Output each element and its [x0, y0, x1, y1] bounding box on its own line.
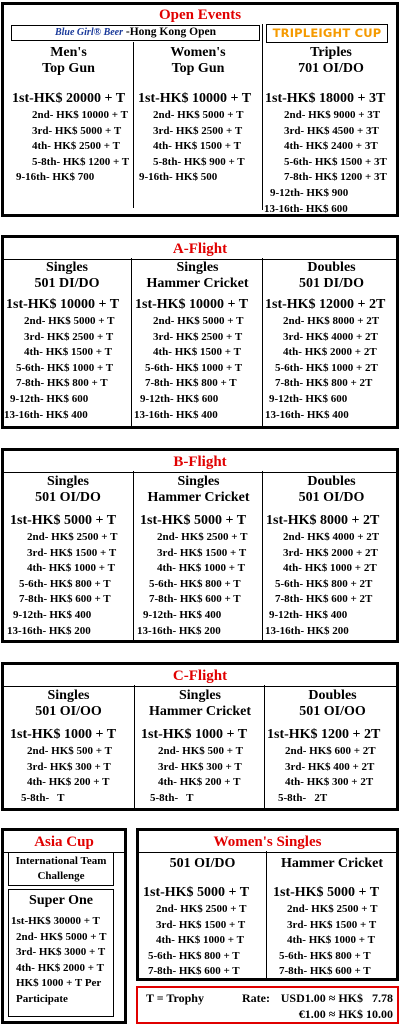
- prize-line: 9-12th- HK$ 600: [10, 392, 89, 405]
- asia-cup-title: Asia Cup: [34, 834, 94, 850]
- first-prize: 1st-HK$ 5000 + T: [143, 885, 250, 900]
- bgb-title: -Hong Kong Open: [123, 26, 216, 38]
- first-prize: 1st-HK$ 1200 + 2T: [267, 727, 381, 742]
- prize-line: 5-6th- HK$ 1500 + 3T: [284, 155, 387, 168]
- prize-line: 7-8th- HK$ 600 + T: [279, 965, 371, 978]
- prize-line: 2nd- HK$ 2500 + T: [157, 531, 248, 543]
- b-singles-cricket-column: [136, 474, 261, 639]
- prize-line: 5-8th- T: [150, 791, 194, 804]
- prize-line: 13-16th- HK$ 200: [7, 624, 91, 637]
- prize-line: 3rd- HK$ 5000 + T: [32, 124, 122, 137]
- tripleight-cup-logo: TRIPLEIGHT CUP: [266, 24, 388, 43]
- event-heading: Singles: [178, 688, 221, 703]
- prize-line: 13-16th- HK$ 400: [134, 408, 218, 421]
- prize-line: 2nd- HK$ 5000 + T: [153, 109, 244, 121]
- prize-line: 5-6th- HK$ 1000 + 2T: [275, 361, 378, 374]
- event-format: 501 OI/DO: [35, 490, 101, 505]
- prize-line: 7-8th- HK$ 600 + T: [149, 593, 241, 606]
- event-format: 501 DI/DO: [299, 276, 364, 291]
- prize-line: 9-16th- HK$ 700: [16, 171, 95, 184]
- prize-line: 5-6th- HK$ 800 + 2T: [275, 577, 373, 590]
- prize-line: 4th- HK$ 2400 + 3T: [284, 140, 378, 153]
- event-format: Hammer Cricket: [149, 704, 251, 719]
- first-prize: 1st-HK$ 10000 + T: [138, 91, 252, 106]
- womens-cricket-column: [268, 856, 396, 980]
- prize-line: 3rd- HK$ 1500 + T: [157, 546, 247, 559]
- top-gun-heading: Top Gun: [42, 61, 95, 76]
- prize-line: 2nd- HK$ 5000 + T: [24, 315, 115, 327]
- prize-line: 9-12th- HK$ 400: [13, 608, 92, 621]
- prize-line: 2nd- HK$ 500 + T: [158, 745, 243, 757]
- prize-line: 3rd- HK$ 1500 + T: [156, 918, 246, 931]
- divider: [262, 258, 263, 426]
- event-heading: Singles: [177, 474, 220, 489]
- womens-singles-title: Women's Singles: [213, 834, 322, 850]
- event-heading: Doubles: [308, 688, 357, 703]
- divider: [262, 24, 263, 210]
- usd-rate: USD1.00 ≈ HK$ 7.78: [280, 991, 393, 1005]
- prize-line: 9-12th- HK$ 600: [140, 392, 219, 405]
- prize-line: 5-6th- HK$ 800 + T: [149, 577, 241, 590]
- event-format: 501 OI/DO: [298, 490, 365, 505]
- rate-label: Rate:: [242, 991, 270, 1005]
- first-prize: 1st-HK$ 8000 + 2T: [266, 513, 380, 528]
- event-format: 501 DI/DO: [34, 276, 100, 291]
- prize-line: 2nd- HK$ 500 + T: [27, 745, 112, 757]
- prize-line: 13-16th- HK$ 600: [264, 202, 348, 215]
- c-doubles-column: [267, 688, 398, 806]
- prize-line: 4th- HK$ 1000 + 2T: [283, 562, 377, 575]
- first-prize: 1st-HK$ 5000 + T: [273, 885, 380, 900]
- prize-line: 3rd- HK$ 2500 + T: [24, 330, 114, 343]
- prize-line: 4th- HK$ 300 + 2T: [285, 776, 374, 789]
- prize-line: 2nd- HK$ 8000 + 2T: [283, 315, 380, 327]
- first-prize: 1st-HK$ 5000 + T: [140, 513, 247, 528]
- event-heading: Doubles: [307, 474, 356, 489]
- prize-line: 4th- HK$ 1500 + T: [24, 346, 112, 359]
- first-prize: 1st-HK$ 18000 + 3T: [265, 91, 386, 106]
- b-flight-title: B-Flight: [173, 454, 227, 470]
- prize-line: 3rd- HK$ 2000 + 2T: [283, 546, 378, 559]
- prize-line: 5-8th- HK$ 900 + T: [153, 155, 245, 168]
- prize-line: 13-16th- HK$ 400: [4, 408, 88, 421]
- prize-line: 4th- HK$ 1000 + T: [156, 934, 244, 947]
- prize-line: Participate: [16, 992, 68, 1005]
- prize-line: 4th- HK$ 1000 + T: [27, 562, 115, 575]
- top-gun-heading: Top Gun: [171, 61, 225, 76]
- prize-line: 2nd- HK$ 2500 + T: [156, 903, 247, 915]
- prize-line: 9-12th- HK$ 400: [143, 608, 222, 621]
- prize-line: 5-8th- T: [21, 791, 65, 804]
- prize-line: 4th- HK$ 2000 + 2T: [283, 346, 377, 359]
- prize-line: 13-16th- HK$ 200: [137, 624, 221, 637]
- prize-line: 2nd- HK$ 2500 + T: [287, 903, 378, 915]
- prize-line: 2nd- HK$ 10000 + T: [32, 109, 128, 121]
- divider: [262, 471, 263, 640]
- international-team-challenge-label: International Team Challenge: [8, 852, 114, 886]
- first-prize: 1st-HK$ 5000 + T: [10, 513, 117, 528]
- prize-line: 9-12th- HK$ 400: [269, 608, 348, 621]
- prize-line: 3rd- HK$ 2500 + T: [153, 124, 243, 137]
- prize-line: 5-8th- HK$ 1200 + T: [32, 155, 130, 168]
- prize-line: 4th- HK$ 1500 + T: [153, 140, 241, 153]
- divider: [131, 258, 132, 426]
- prize-line: 5-6th- HK$ 1000 + T: [16, 361, 114, 374]
- prize-line: 13-16th- HK$ 400: [265, 408, 349, 421]
- mens-top-gun-column: [6, 45, 131, 186]
- event-heading: Singles: [176, 260, 219, 275]
- prize-line: 9-16th- HK$ 500: [139, 171, 218, 184]
- event-heading: Singles: [47, 688, 90, 703]
- prize-line: 1st-HK$ 30000 + T: [11, 915, 100, 927]
- event-format: 501 OI/OO: [35, 704, 102, 719]
- prize-line: 7-8th- HK$ 600 + 2T: [275, 593, 373, 606]
- prize-line: 9-12th- HK$ 600: [269, 392, 348, 405]
- a-doubles-column: [265, 260, 398, 423]
- womens-top-gun-column: [135, 45, 261, 186]
- prize-line: 2nd- HK$ 4000 + 2T: [283, 531, 380, 543]
- prize-line: 4th- HK$ 1000 + T: [287, 934, 375, 947]
- triples-heading: Triples: [310, 45, 352, 60]
- prize-line: 3rd- HK$ 1500 + T: [27, 546, 117, 559]
- prize-line: 3rd- HK$ 300 + T: [158, 760, 242, 773]
- mens-heading: Men's: [50, 45, 87, 60]
- prize-line: 4th- HK$ 200 + T: [27, 776, 110, 789]
- prize-line: 7-8th- HK$ 600 + T: [19, 593, 111, 606]
- prize-line: 4th- HK$ 2000 + T: [16, 961, 104, 974]
- event-heading: Doubles: [307, 260, 356, 275]
- divider: [133, 471, 134, 640]
- event-format: 501 OI/DO: [169, 856, 236, 871]
- b-doubles-column: [265, 474, 398, 639]
- prize-line: 7-8th- HK$ 800 + T: [16, 377, 108, 390]
- divider: [264, 685, 265, 808]
- first-prize: 1st-HK$ 10000 + T: [135, 297, 249, 312]
- prize-line: 5-6th- HK$ 1000 + T: [145, 361, 243, 374]
- prize-line: 7-8th- HK$ 600 + T: [148, 965, 240, 978]
- prize-line: 9-12th- HK$ 900: [270, 186, 349, 199]
- super-one-box: [8, 889, 114, 1017]
- divider: [4, 686, 396, 687]
- b-singles-501-column: [4, 474, 132, 639]
- divider: [139, 852, 396, 853]
- a-singles-501-column: [4, 260, 130, 423]
- prize-line: 3rd- HK$ 4000 + 2T: [283, 330, 378, 343]
- prize-line: HK$ 1000 + T Per: [16, 977, 102, 990]
- prize-line: 13-16th- HK$ 200: [265, 624, 349, 637]
- event-format: Hammer Cricket: [147, 490, 250, 505]
- prize-line: 2nd- HK$ 5000 + T: [16, 930, 107, 943]
- first-prize: 1st-HK$ 10000 + T: [6, 297, 120, 312]
- divider: [134, 685, 135, 808]
- first-prize: 1st-HK$ 20000 + T: [12, 91, 126, 106]
- first-prize: 1st-HK$ 12000 + 2T: [265, 297, 386, 312]
- prize-line: 3rd- HK$ 4500 + 3T: [284, 124, 379, 137]
- legend-box: [136, 986, 399, 1024]
- prize-line: 3rd- HK$ 400 + 2T: [285, 760, 375, 773]
- first-prize: 1st-HK$ 1000 + T: [141, 727, 248, 742]
- prize-line: 4th- HK$ 1000 + T: [157, 562, 245, 575]
- triples-format-heading: 701 OI/DO: [298, 61, 364, 76]
- first-prize: 1st-HK$ 1000 + T: [10, 727, 117, 742]
- womens-heading: Women's: [170, 45, 226, 60]
- prize-line: 7-8th- HK$ 800 + 2T: [275, 377, 373, 390]
- divider: [133, 42, 134, 208]
- triples-column: [264, 45, 398, 217]
- prize-line: 3rd- HK$ 300 + T: [27, 760, 111, 773]
- prize-line: 5-6th- HK$ 800 + T: [19, 577, 111, 590]
- prize-line: 2nd- HK$ 2500 + T: [27, 531, 118, 543]
- eur-rate: €1.00 ≈ HK$ 10.00: [298, 1007, 393, 1021]
- prize-line: 7-8th- HK$ 800 + T: [145, 377, 237, 390]
- divider: [266, 851, 267, 978]
- prize-line: 5-8th- 2T: [278, 791, 328, 804]
- event-format: Hammer Cricket: [281, 856, 383, 871]
- prize-line: 5-6th- HK$ 800 + T: [279, 949, 371, 962]
- bgb-hong-kong-open-banner: [11, 25, 260, 41]
- super-one-heading: Super One: [29, 893, 93, 908]
- prize-line: 3rd- HK$ 1500 + T: [287, 918, 377, 931]
- prize-line: 2nd- HK$ 600 + 2T: [285, 745, 376, 757]
- prize-line: 4th- HK$ 1500 + T: [153, 346, 241, 359]
- prize-line: 2nd- HK$ 9000 + 3T: [284, 109, 381, 121]
- prize-line: 5-6th- HK$ 800 + T: [148, 949, 240, 962]
- womens-501-column: [140, 856, 265, 980]
- c-flight-title: C-Flight: [172, 668, 228, 684]
- trophy-legend: T = Trophy: [146, 991, 204, 1005]
- event-format: 501 OI/OO: [299, 704, 366, 719]
- divider: [4, 472, 396, 473]
- prize-line: 4th- HK$ 200 + T: [158, 776, 241, 789]
- c-singles-cricket-column: [137, 688, 263, 806]
- c-singles-501-column: [4, 688, 133, 806]
- event-format: Hammer Cricket: [146, 276, 249, 291]
- prize-line: 2nd- HK$ 5000 + T: [153, 315, 244, 327]
- prize-line: 3rd- HK$ 2500 + T: [153, 330, 243, 343]
- prize-line: 3rd- HK$ 3000 + T: [16, 946, 106, 959]
- a-singles-cricket-column: [134, 260, 261, 423]
- a-flight-title: A-Flight: [172, 241, 228, 257]
- prize-line: 7-8th- HK$ 1200 + 3T: [284, 171, 387, 184]
- event-heading: Singles: [46, 474, 89, 489]
- open-events-title: Open Events: [158, 7, 242, 23]
- prize-line: 4th- HK$ 2500 + T: [32, 140, 120, 153]
- blue-girl-beer-logo: Blue Girl® Beer: [54, 27, 124, 38]
- event-heading: Singles: [45, 260, 88, 275]
